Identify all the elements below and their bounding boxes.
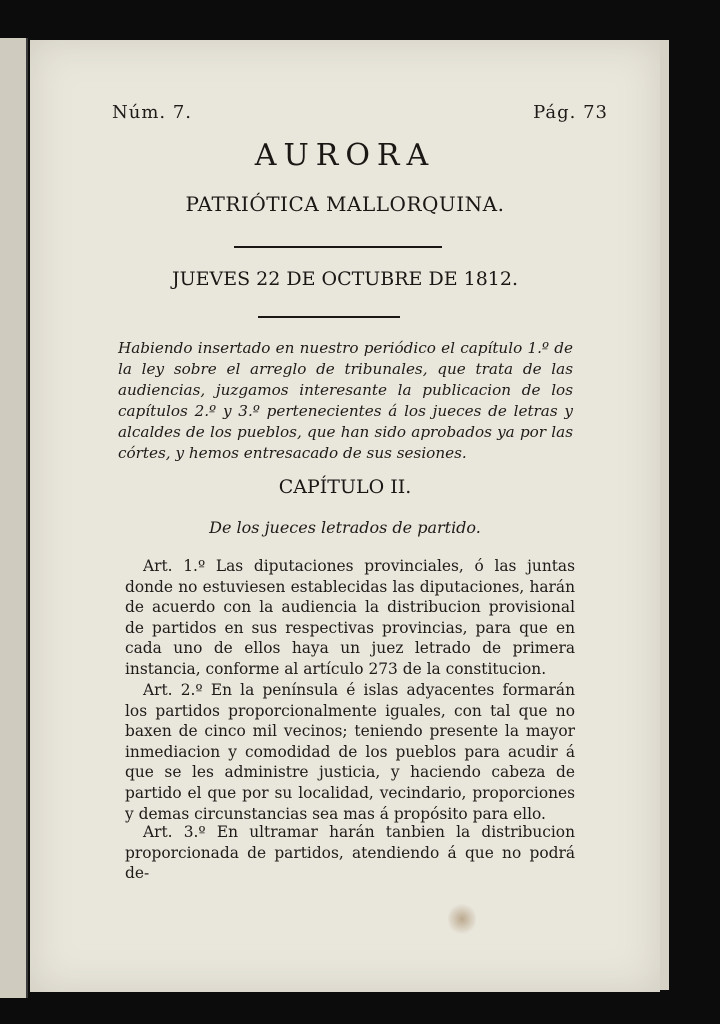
article-paragraph: Art. 1.º Las diputaciones provinciales, ó las juntas donde no estuviesen establecidas las diputaciones, harán de acuerdo con la audiencia la distribucion provisional de partidos en sus respectivas provincias, para que en cada uno de ellos haya un juez letrado de primera instancia, conforme al artículo 273 de la constitucion.	[125, 557, 575, 678]
document-page	[30, 40, 660, 992]
divider-rule	[234, 246, 442, 248]
intro-paragraph: Habiendo insertado en nuestro periódico el capítulo 1.º de la ley sobre el arreglo de tribunales, que trata de las audiencias, juzgamos interesante la publicacion de los capítulos 2.º y 3.º pertenecientes á los jueces de letras y alcaldes de los pueblos, que han sido aprobados ya por las córtes, y hemos entresacado de sus sesiones.	[118, 339, 573, 462]
masthead-title: AURORA	[254, 138, 436, 173]
masthead-subtitle: PATRIÓTICA MALLORQUINA.	[185, 192, 505, 216]
page-number: Pág. 73	[533, 102, 608, 123]
chapter-heading: CAPÍTULO II.	[278, 476, 412, 498]
issue-date: JUEVES 22 DE OCTUBRE DE 1812.	[171, 268, 519, 290]
paper-stain	[448, 902, 476, 936]
article-paragraph: Art. 2.º En la península é islas adyacentes formarán los partidos proporcionalmente iguales, con tal que no baxen de cinco mil vecinos; teniendo presente la mayor inmediacion y comodidad de los pueblos para acudir á que se les administre justicia, y haciendo cabeza de partido el que por su localidad, vecindario, proporciones y demas circunstancias sea mas á propósito para ello.	[125, 681, 575, 823]
issue-number: Núm. 7.	[112, 102, 193, 123]
chapter-subheading: De los jueces letrados de partido.	[209, 518, 481, 537]
divider-rule	[258, 316, 400, 318]
facing-page-edge	[0, 38, 28, 998]
article-paragraph: Art. 3.º En ultramar harán tanbien la distribucion proporcionada de partidos, atendiendo á que no podrá de-	[125, 823, 575, 883]
